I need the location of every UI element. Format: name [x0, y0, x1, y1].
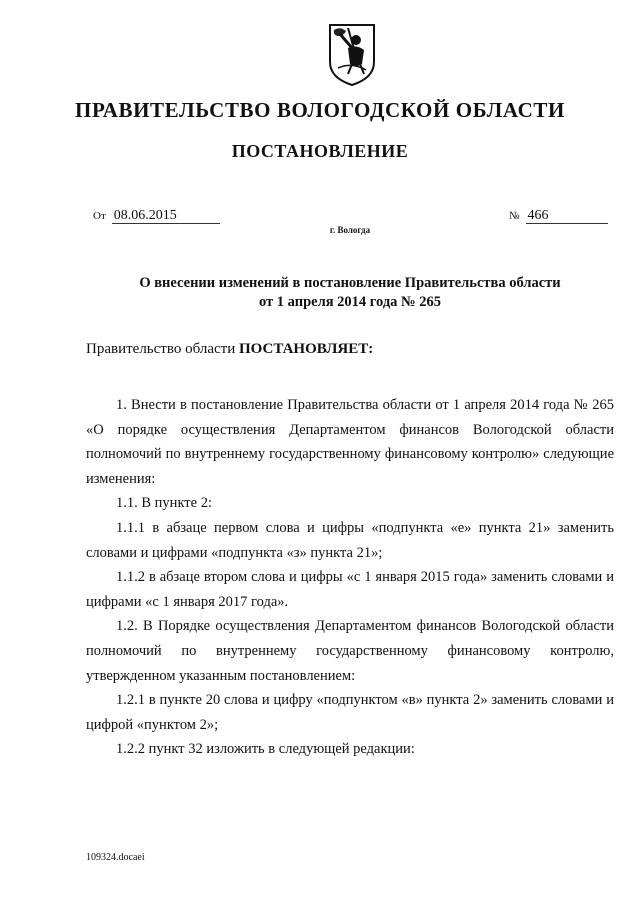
paragraph-1-1: 1.1. В пункте 2:	[116, 495, 212, 512]
date-field	[93, 207, 220, 224]
intro-prefix: Правительство области	[86, 341, 239, 357]
coat-of-arms-icon	[326, 22, 378, 88]
paragraph-1: 1. Внести в постановление Правительства области от 1 апреля 2014 года № 265 «О порядке осуществления Департаментом финансов Вологодской области полномочий по внутреннему государственному финансовому контролю» следующие изменения:	[86, 397, 614, 487]
file-code: 109324.docaei	[86, 852, 145, 863]
number-field	[509, 207, 608, 224]
city-label: г. Вологда	[329, 225, 371, 235]
resolution-intro	[86, 341, 373, 358]
intro-verb: ПОСТАНОВЛЯЕТ:	[238, 341, 374, 357]
paragraph-1-2-2: 1.2.2 пункт 32 изложить в следующей редакции:	[116, 741, 415, 758]
resolution-body	[86, 393, 614, 762]
subject-line-2: от 1 апреля 2014 года № 265	[258, 294, 442, 310]
date-value: 08.06.2015	[112, 208, 220, 224]
paragraph-1-1-2: 1.1.2 в абзаце втором слова и цифры «с 1 января 2015 года» заменить словами и цифрами «с 1 января 2017 года».	[86, 569, 614, 610]
number-value: 466	[526, 208, 608, 224]
paragraph-1-2-1: 1.2.1 в пункте 20 слова и цифру «подпунктом «в» пункта 2» заменить словами и цифрой «пунктом 2»;	[86, 692, 614, 733]
date-label: От	[93, 210, 106, 222]
paragraph-1-2: 1.2. В Порядке осуществления Департаментом финансов Вологодской области полномочий по внутреннему государственному финансовому контролю, утвержденном указанным постановлением:	[86, 618, 614, 684]
number-label: №	[509, 210, 520, 222]
government-title: ПРАВИТЕЛЬСТВО ВОЛОГОДСКОЙ ОБЛАСТИ	[75, 98, 565, 122]
subject-line-1: О внесении изменений в постановление Правительства области	[139, 275, 561, 291]
paragraph-1-1-1: 1.1.1 в абзаце первом слова и цифры «подпункта «е» пункта 21» заменить словами и цифрами «подпункта «з» пункта 21»;	[86, 519, 614, 561]
document-type: ПОСТАНОВЛЕНИЕ	[231, 141, 409, 161]
document-subject	[60, 274, 640, 312]
